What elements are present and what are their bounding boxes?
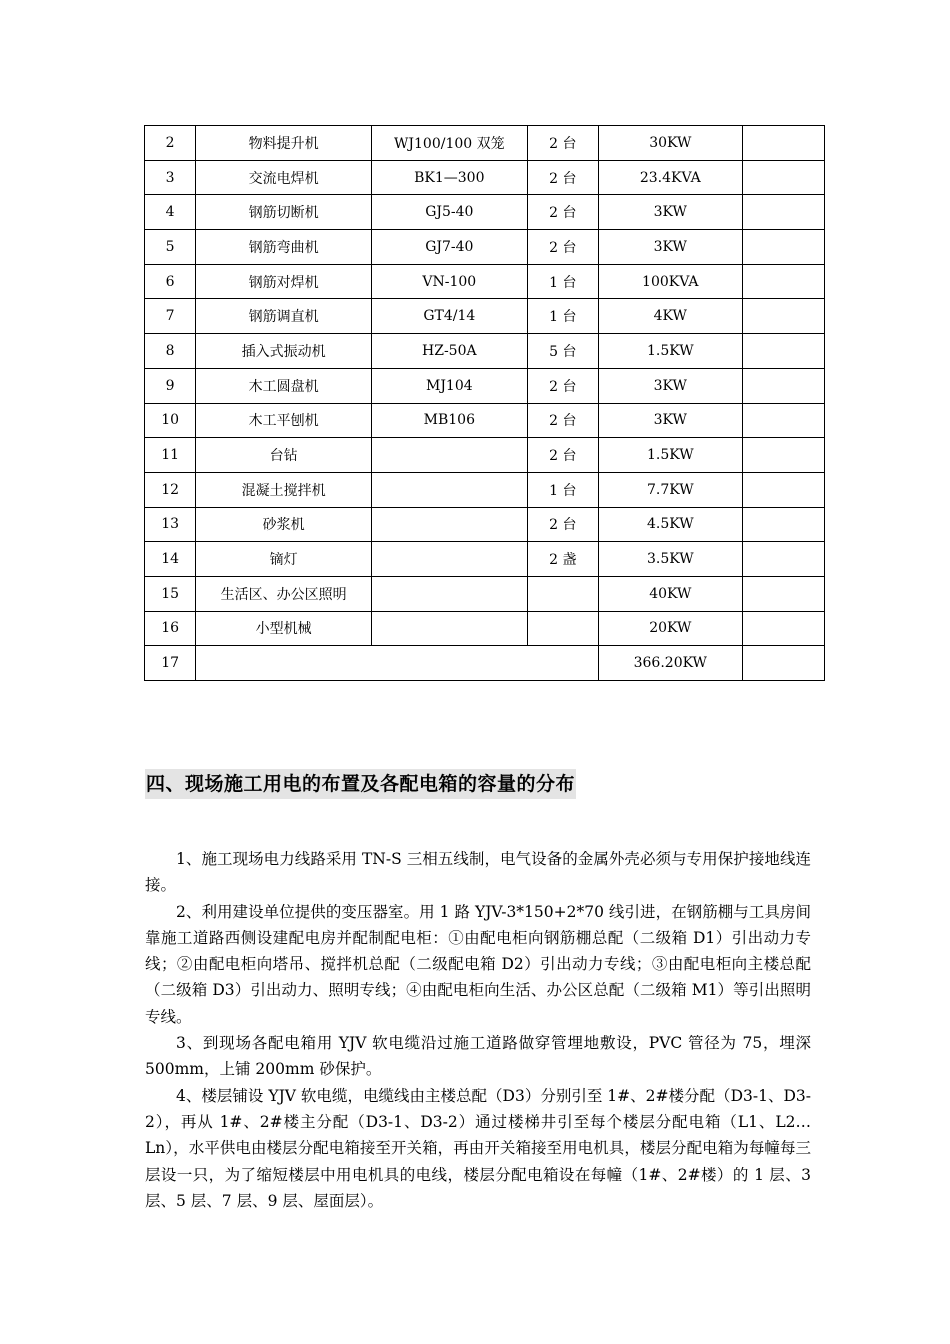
cell-remark — [742, 126, 824, 161]
cell-model: GT4/14 — [371, 299, 527, 334]
cell-remark — [742, 299, 824, 334]
cell-power: 1.5KW — [598, 438, 742, 473]
cell-name: 砂浆机 — [196, 507, 372, 542]
cell-model — [371, 611, 527, 646]
cell-power: 40KW — [598, 576, 742, 611]
table-row — [145, 507, 825, 542]
cell-no: 6 — [145, 264, 196, 299]
cell-name: 交流电焊机 — [196, 160, 372, 195]
cell-name: 镝灯 — [196, 542, 372, 577]
cell-power: 3KW — [598, 230, 742, 265]
cell-qty: 5 台 — [527, 334, 598, 369]
cell-no: 2 — [145, 126, 196, 161]
cell-no: 10 — [145, 403, 196, 438]
cell-model: GJ7-40 — [371, 230, 527, 265]
table-row — [145, 368, 825, 403]
cell-power: 100KVA — [598, 264, 742, 299]
cell-qty: 2 台 — [527, 126, 598, 161]
cell-qty: 2 台 — [527, 160, 598, 195]
table-row — [145, 403, 825, 438]
cell-name: 钢筋对焊机 — [196, 264, 372, 299]
cell-no: 7 — [145, 299, 196, 334]
table-row — [145, 576, 825, 611]
section-body — [145, 846, 811, 1214]
cell-qty: 2 台 — [527, 438, 598, 473]
table-row — [145, 299, 825, 334]
cell-model: HZ-50A — [371, 334, 527, 369]
table-row — [145, 611, 825, 646]
cell-power: 4KW — [598, 299, 742, 334]
cell-no: 13 — [145, 507, 196, 542]
cell-name: 木工平刨机 — [196, 403, 372, 438]
cell-no: 5 — [145, 230, 196, 265]
cell-power: 3KW — [598, 195, 742, 230]
cell-remark — [742, 611, 824, 646]
paragraph: 1、施工现场电力线路采用 TN-S 三相五线制，电气设备的金属外壳必须与专用保护接地线连接。 — [145, 850, 811, 895]
cell-name: 插入式振动机 — [196, 334, 372, 369]
cell-model — [371, 507, 527, 542]
section-heading: 四、现场施工用电的布置及各配电箱的容量的分布 — [145, 769, 576, 799]
table-row — [145, 126, 825, 161]
cell-name: 钢筋调直机 — [196, 299, 372, 334]
cell-model — [371, 472, 527, 507]
cell-name: 钢筋弯曲机 — [196, 230, 372, 265]
cell-remark — [742, 542, 824, 577]
cell-power: 3.5KW — [598, 542, 742, 577]
cell-model: WJ100/100 双笼 — [371, 126, 527, 161]
cell-no: 3 — [145, 160, 196, 195]
cell-remark — [742, 160, 824, 195]
cell-no: 4 — [145, 195, 196, 230]
cell-name: 小型机械 — [196, 611, 372, 646]
cell-remark — [742, 438, 824, 473]
cell-qty: 2 台 — [527, 368, 598, 403]
cell-model — [371, 542, 527, 577]
cell-remark — [742, 368, 824, 403]
cell-power: 7.7KW — [598, 472, 742, 507]
cell-name: 混凝土搅拌机 — [196, 472, 372, 507]
cell-no: 8 — [145, 334, 196, 369]
cell-qty: 2 盏 — [527, 542, 598, 577]
table-row — [145, 160, 825, 195]
cell-qty — [527, 611, 598, 646]
equipment-table — [144, 125, 825, 681]
paragraph: 3、到现场各配电箱用 YJV 软电缆沿过施工道路做穿管埋地敷设，PVC 管径为 75，埋深 500mm，上铺 200mm 砂保护。 — [145, 1034, 811, 1079]
paragraph: 4、楼层铺设 YJV 软电缆，电缆线由主楼总配（D3）分别引至 1#、2#楼分配（D3-1、D3-2），再从 1#、2#楼主分配（D3-1、D3-2）通过楼梯井引至每个楼层分配电箱（L1、L2…Ln），水平供电由楼层分配电箱接至开关箱，再由开关箱接至用电机具，楼层分配电箱为每幢每三层设一只，为了缩短楼层中用电机具的电线，楼层分配电箱设在每幢（1#、2#楼）的 1 层、3 层、5 层、7 层、9 层、屋面层）。 — [145, 1086, 811, 1210]
cell-name: 生活区、办公区照明 — [196, 576, 372, 611]
equipment-table-body — [145, 126, 825, 681]
cell-qty: 2 台 — [527, 230, 598, 265]
cell-qty: 2 台 — [527, 507, 598, 542]
paragraph: 2、利用建设单位提供的变压器室。用 1 路 YJV-3*150+2*70 线引进，在钢筋棚与工具房间靠施工道路西侧设建配电房并配制配电柜：①由配电柜向钢筋棚总配（二级箱 D1）引出动力专线；②由配电柜向塔吊、搅拌机总配（二级配电箱 D2）引出动力专线；③由配电柜向主楼总配（二级箱 D3）引出动力、照明专线；④由配电柜向生活、办公区总配（二级箱 M1）等引出照明专线。 — [145, 902, 811, 1026]
cell-remark — [742, 230, 824, 265]
cell-power: 1.5KW — [598, 334, 742, 369]
cell-name: 钢筋切断机 — [196, 195, 372, 230]
cell-model: MJ104 — [371, 368, 527, 403]
cell-merged — [196, 646, 599, 681]
cell-qty: 1 台 — [527, 264, 598, 299]
cell-remark — [742, 576, 824, 611]
cell-no: 12 — [145, 472, 196, 507]
table-row — [145, 195, 825, 230]
cell-no: 17 — [145, 646, 196, 681]
cell-no: 11 — [145, 438, 196, 473]
cell-power: 4.5KW — [598, 507, 742, 542]
cell-remark — [742, 646, 824, 681]
cell-remark — [742, 334, 824, 369]
cell-qty — [527, 576, 598, 611]
cell-name: 物料提升机 — [196, 126, 372, 161]
cell-model: VN-100 — [371, 264, 527, 299]
cell-no: 9 — [145, 368, 196, 403]
cell-remark — [742, 195, 824, 230]
table-row — [145, 230, 825, 265]
cell-model: MB106 — [371, 403, 527, 438]
cell-model — [371, 576, 527, 611]
cell-power: 20KW — [598, 611, 742, 646]
cell-qty: 1 台 — [527, 299, 598, 334]
cell-no: 16 — [145, 611, 196, 646]
cell-model: BK1—300 — [371, 160, 527, 195]
table-row — [145, 334, 825, 369]
table-row — [145, 264, 825, 299]
cell-name: 台钻 — [196, 438, 372, 473]
cell-model: GJ5-40 — [371, 195, 527, 230]
cell-qty: 1 台 — [527, 472, 598, 507]
cell-total-power: 366.20KW — [598, 646, 742, 681]
cell-qty: 2 台 — [527, 403, 598, 438]
cell-remark — [742, 472, 824, 507]
cell-power: 3KW — [598, 403, 742, 438]
cell-qty: 2 台 — [527, 195, 598, 230]
table-row — [145, 472, 825, 507]
cell-no: 15 — [145, 576, 196, 611]
table-row — [145, 542, 825, 577]
cell-no: 14 — [145, 542, 196, 577]
cell-remark — [742, 507, 824, 542]
table-total-row — [145, 646, 825, 681]
cell-model — [371, 438, 527, 473]
table-row — [145, 438, 825, 473]
cell-remark — [742, 264, 824, 299]
cell-power: 3KW — [598, 368, 742, 403]
cell-name: 木工圆盘机 — [196, 368, 372, 403]
cell-remark — [742, 403, 824, 438]
cell-power: 23.4KVA — [598, 160, 742, 195]
cell-power: 30KW — [598, 126, 742, 161]
